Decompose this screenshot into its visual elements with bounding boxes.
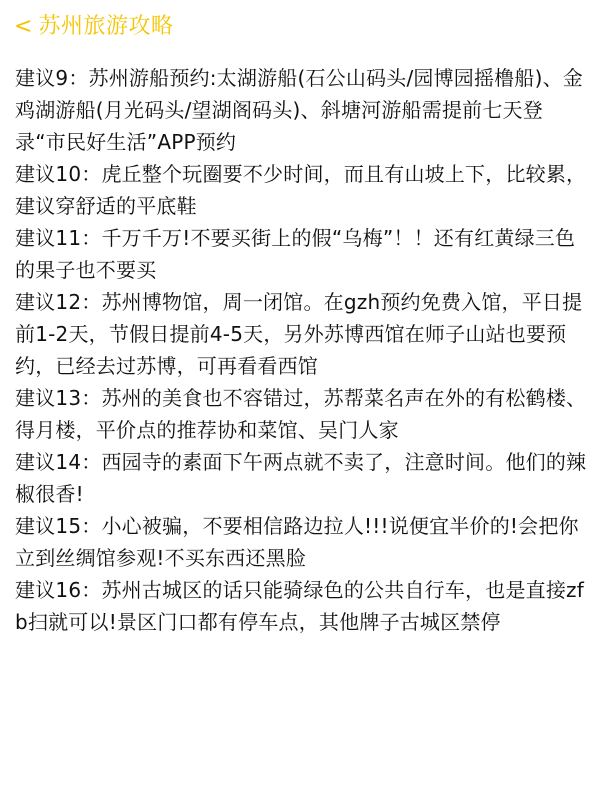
tip-item: 建议14：西园寺的素面下午两点就不卖了，注意时间。他们的辣椒很香! <box>15 450 587 506</box>
tip-item: 建议15：小心被骗，不要相信路边拉人!!!说便宜半价的!会把你立到丝绸馆参观!不买东西还黑脸 <box>15 514 579 570</box>
tips-list <box>15 62 590 638</box>
tip-item: 建议11：千万千万!不要买街上的假“乌梅”！！还有红黄绿三色的果子也不要买 <box>15 226 576 282</box>
back-header[interactable] <box>14 10 173 44</box>
tip-item: 建议16：苏州古城区的话只能骑绿色的公共自行车，也是直接zfb扫就可以!景区门口都有停车点，其他牌子古城区禁停 <box>15 578 584 634</box>
tip-item: 建议10：虎丘整个玩圈要不少时间，而且有山坡上下，比较累，建议穿舒适的平底鞋 <box>15 162 587 218</box>
tip-item: 建议9：苏州游船预约:太湖游船(石公山码头/园博园摇橹船)、金鸡湖游船(月光码头/望湖阁码头)、斜塘河游船需提前七天登录“市民好生活”APP预约 <box>15 66 584 154</box>
page-title: 苏州旅游攻略 <box>38 14 174 39</box>
tip-item: 建议13：苏州的美食也不容错过，苏帮菜名声在外的有松鹤楼、得月楼，平价点的推荐协和菜馆、吴门人家 <box>15 386 587 442</box>
chevron-left-icon[interactable]: < <box>14 14 33 39</box>
tip-item: 建议12：苏州博物馆，周一闭馆。在gzh预约免费入馆，平日提前1-2天，节假日提前4-5天，另外苏博西馆在师子山站也要预约，已经去过苏博，可再看看西馆 <box>15 290 583 378</box>
